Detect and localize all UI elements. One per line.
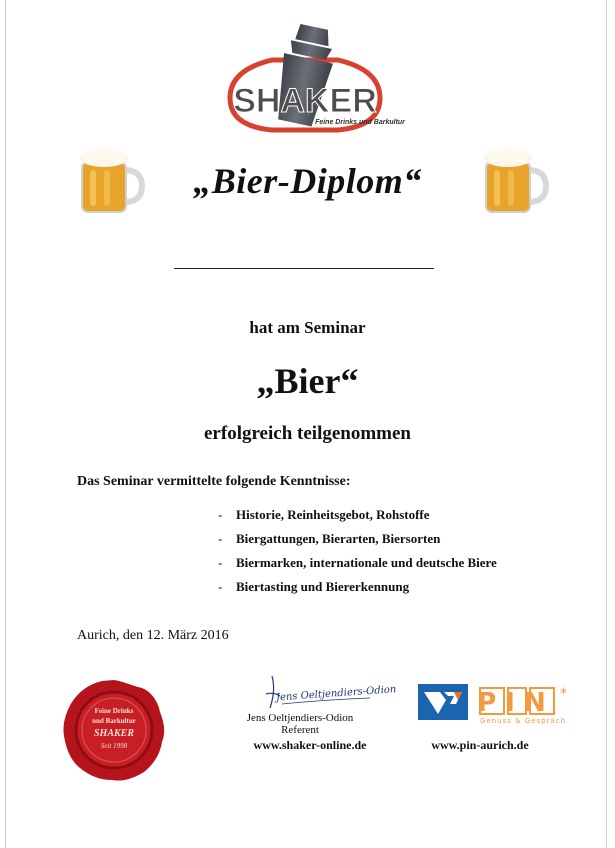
date-line: Aurich, den 12. März 2016 bbox=[77, 628, 229, 643]
pin-tagline: Genuss & Gespräch bbox=[480, 717, 567, 725]
logo-brand: SHAKER bbox=[233, 82, 377, 120]
signature bbox=[262, 672, 397, 714]
list-dash: - bbox=[218, 579, 223, 594]
list-item-text: Biertasting und Biererkennung bbox=[236, 579, 410, 594]
shaker-website-link[interactable]: www.shaker-online.de bbox=[253, 738, 367, 752]
seminar-name: „Bier“ bbox=[256, 361, 359, 401]
logo-tagline: Feine Drinks und Barkultur bbox=[315, 119, 405, 126]
list-item-text: Biergattungen, Bierarten, Biersorten bbox=[236, 531, 441, 546]
shaker-logo bbox=[210, 20, 405, 142]
seminar-label: hat am Seminar bbox=[249, 318, 366, 337]
signatory-role: Referent bbox=[281, 724, 319, 736]
list-item bbox=[218, 554, 497, 578]
seal-line2: und Barkultur bbox=[92, 717, 136, 725]
diploma-title: „Bier-Diplom“ bbox=[193, 161, 422, 201]
list-item bbox=[218, 578, 497, 602]
list-item-text: Biermarken, internationale und deutsche Biere bbox=[236, 555, 497, 570]
signature-script: Jens Oeltjendiers-Odion bbox=[275, 684, 397, 704]
volksbank-logo-icon bbox=[418, 684, 468, 720]
list-dash: - bbox=[218, 531, 223, 546]
list-item bbox=[218, 506, 497, 530]
list-item bbox=[218, 530, 497, 554]
pin-logo bbox=[478, 684, 578, 724]
pin-asterisk: * bbox=[560, 686, 567, 702]
list-dash: - bbox=[218, 555, 223, 570]
knowledge-heading: Das Seminar vermittelte folgende Kenntnisse: bbox=[77, 474, 351, 489]
name-line bbox=[174, 268, 434, 269]
seal-line3: SHAKER bbox=[93, 728, 135, 739]
list-dash: - bbox=[218, 507, 223, 522]
success-text: erfolgreich teilgenommen bbox=[204, 423, 411, 444]
pin-text: PIN bbox=[477, 688, 555, 718]
seal-line4: Seit 1998 bbox=[100, 742, 128, 750]
signatory-name: Jens Oeltjendiers-Odion bbox=[246, 712, 354, 724]
knowledge-list bbox=[218, 506, 497, 602]
pin-website-link[interactable]: www.pin-aurich.de bbox=[431, 738, 529, 752]
list-item-text: Historie, Reinheitsgebot, Rohstoffe bbox=[236, 507, 430, 522]
wax-seal-icon bbox=[62, 678, 166, 782]
seal-line1: Feine Drinks bbox=[94, 707, 134, 715]
